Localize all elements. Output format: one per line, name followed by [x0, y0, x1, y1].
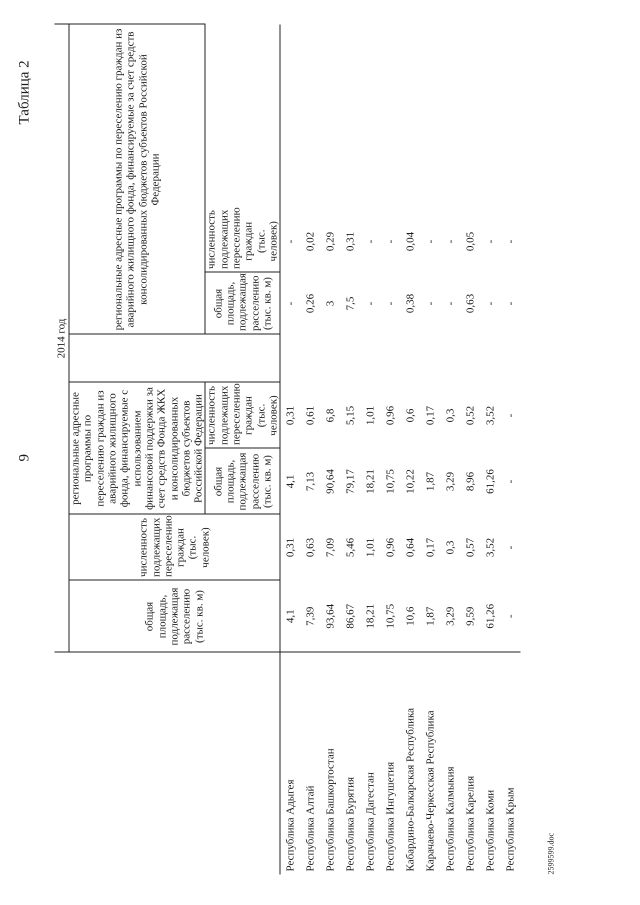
spacer-cell [421, 24, 441, 210]
region-name: Республика Коми [481, 653, 501, 875]
g2-people-value: 0,02 [304, 231, 317, 252]
g1-area-value: - [504, 479, 517, 484]
header-spacer [69, 335, 205, 383]
header-g1-area: общая площадь, подлежащая расселению (тыс. кв. м) [205, 449, 280, 515]
region-name: Карачаево-Черкесская Республика [421, 653, 441, 875]
table-row [381, 24, 401, 874]
region-name: Республика Адыгея [280, 653, 301, 875]
total-people-value: - [504, 545, 517, 550]
spacer-cell [461, 24, 481, 210]
total-area-value: 93,64 [324, 603, 337, 629]
total-people-value: 3,52 [484, 537, 497, 558]
g2-people-value: - [364, 239, 377, 244]
g2-area-value: - [444, 301, 457, 306]
g2-area-value: 0,63 [464, 293, 477, 314]
spacer-cell [361, 335, 381, 383]
footer-filename: 2599599.doc [546, 832, 556, 875]
spacer-cell [361, 24, 381, 210]
g1-area-value: 8,96 [464, 471, 477, 492]
spacer-cell [501, 24, 521, 210]
header-year: 2014 год [55, 24, 70, 652]
spacer-cell [481, 335, 501, 383]
g2-people-value: 0,04 [404, 231, 417, 252]
table-row [481, 24, 501, 874]
g2-area-value: 3 [324, 300, 337, 307]
g1-people-value: 0,6 [404, 408, 417, 423]
spacer-cell [381, 335, 401, 383]
g1-area-value: 3,29 [444, 471, 457, 492]
table-row [321, 24, 341, 874]
g1-area-value: 10,22 [404, 469, 417, 494]
g2-area-value: - [504, 301, 517, 306]
spacer-cell [421, 335, 441, 383]
spacer-cell [301, 24, 321, 210]
region-name: Кабардино-Балкарская Республика [401, 653, 421, 875]
g1-people-value: 0,31 [280, 383, 301, 449]
g2-area-value: 0,26 [304, 293, 317, 314]
table-row [441, 24, 461, 874]
table-row [501, 24, 521, 874]
header-group-budget: региональные адресные программы по переселению граждан из аварийного жилищного фонда, финансируемые за счет средств консолидированных бюджетов субъектов Российской Федерации [69, 24, 205, 334]
g1-people-value: 0,61 [304, 405, 317, 426]
total-area-value: 1,87 [424, 606, 437, 626]
g2-area-value: - [384, 301, 397, 306]
g1-people-value: 0,96 [384, 405, 397, 426]
rotated-page-content [1, 0, 640, 905]
region-name: Республика Бурятия [341, 653, 361, 875]
g2-people-value: 0,05 [464, 231, 477, 252]
table-row [461, 24, 481, 874]
region-name: Республика Крым [501, 653, 521, 875]
total-area-value: 86,67 [344, 603, 357, 629]
spacer-cell [501, 335, 521, 383]
table-row [401, 24, 421, 874]
g1-people-value: 0,52 [464, 405, 477, 426]
spacer-cell [321, 24, 341, 210]
table-row [301, 24, 321, 874]
total-people-value: 0,63 [304, 537, 317, 558]
g2-area-value: - [280, 273, 301, 335]
g2-people-value: 0,31 [344, 231, 357, 252]
table-row [421, 24, 441, 874]
g1-people-value: 0,3 [444, 408, 457, 423]
header-region-blank [55, 653, 281, 875]
total-people-value: 0,96 [384, 537, 397, 558]
spacer-cell [441, 335, 461, 383]
header-g2-people: численность подлежащих переселению граждан (тыс. человек) [205, 207, 280, 269]
header-g2-area: общая площадь, подлежащая расселению (тыс. кв. м) [205, 273, 280, 335]
g1-area-value: 4,1 [280, 449, 301, 515]
total-people-value: 7,09 [324, 537, 337, 558]
g2-people-value: - [504, 239, 517, 244]
spacer-cell [280, 24, 301, 210]
spacer-cell [481, 24, 501, 210]
header-total-area: общая площадь, подлежащая расселению (тыс. кв. м) [69, 581, 280, 653]
region-name: Республика Алтай [301, 653, 321, 875]
g2-people-value: - [384, 239, 397, 244]
total-area-value: 18,21 [364, 603, 377, 629]
header-g1-people: численность подлежащих переселению граждан (тыс. человек) [205, 383, 280, 449]
g1-area-value: 1,87 [424, 471, 437, 492]
spacer-cell [280, 335, 301, 383]
table-row [341, 24, 361, 874]
total-area-value: 61,26 [484, 603, 497, 629]
header-total-people: численность подлежащих переселению граждан (тыс. человек) [69, 515, 280, 581]
total-people-value: 0,57 [464, 537, 477, 558]
region-name: Республика Калмыкия [441, 653, 461, 875]
g1-area-value: 18,21 [364, 469, 377, 494]
total-area-value: - [504, 614, 517, 619]
region-name: Республика Карелия [461, 653, 481, 875]
total-people-value: 1,01 [364, 537, 377, 558]
table-caption: Таблица 2 [16, 60, 33, 125]
table-body [280, 24, 521, 874]
spacer-cell [321, 335, 341, 383]
g2-area-value: 7,5 [344, 296, 357, 311]
g1-area-value: 79,17 [344, 469, 357, 494]
g2-people-value: - [280, 211, 301, 273]
total-area-value: 4,1 [280, 581, 301, 653]
total-people-value: 0,64 [404, 537, 417, 558]
page-number: 9 [16, 454, 33, 462]
total-people-value: 0,17 [424, 537, 437, 558]
header-spacer-3 [205, 24, 280, 210]
total-area-value: 9,59 [464, 606, 477, 626]
g1-people-value: 3,52 [484, 405, 497, 426]
g2-area-value: - [484, 301, 497, 306]
data-table [55, 24, 521, 875]
region-name: Республика Ингушетия [381, 653, 401, 875]
spacer-cell [341, 335, 361, 383]
g2-people-value: 0,29 [324, 231, 337, 252]
g2-area-value: 0,38 [404, 293, 417, 314]
g1-people-value: 0,17 [424, 405, 437, 426]
region-name: Республика Башкортостан [321, 653, 341, 875]
spacer-cell [301, 335, 321, 383]
g1-people-value: - [504, 413, 517, 418]
spacer-cell [461, 335, 481, 383]
total-people-value: 0,31 [280, 515, 301, 581]
g2-area-value: - [364, 301, 377, 306]
total-people-value: 5,46 [344, 537, 357, 558]
spacer-cell [381, 24, 401, 210]
g2-area-value: - [424, 301, 437, 306]
g2-people-value: - [424, 239, 437, 244]
total-area-value: 10,75 [384, 603, 397, 629]
g1-area-value: 10,75 [384, 469, 397, 494]
g2-people-value: - [444, 239, 457, 244]
spacer-cell [401, 24, 421, 210]
g1-people-value: 6,8 [324, 408, 337, 423]
g2-people-value: - [484, 239, 497, 244]
table-row [280, 24, 301, 874]
total-people-value: 0,3 [444, 540, 457, 555]
total-area-value: 7,39 [304, 606, 317, 626]
g1-people-value: 1,01 [364, 405, 377, 426]
g1-area-value: 7,13 [304, 471, 317, 492]
region-name: Республика Дагестан [361, 653, 381, 875]
header-group-fund: региональные адресные программы по переселению граждан из аварийного жилищного фонда, финансируемые с использованием финансовой поддержки за счет средств Фонда ЖКХ и консолидированных бюджетов субъектов Российской Федерации [69, 383, 205, 515]
total-area-value: 10,6 [404, 606, 417, 626]
spacer-cell [401, 335, 421, 383]
table-row [361, 24, 381, 874]
g1-area-value: 61,26 [484, 469, 497, 494]
g1-area-value: 90,64 [324, 469, 337, 494]
spacer-cell [341, 24, 361, 210]
header-spacer-2 [205, 335, 280, 383]
spacer-cell [441, 24, 461, 210]
total-area-value: 3,29 [444, 606, 457, 626]
g1-people-value: 5,15 [344, 405, 357, 426]
